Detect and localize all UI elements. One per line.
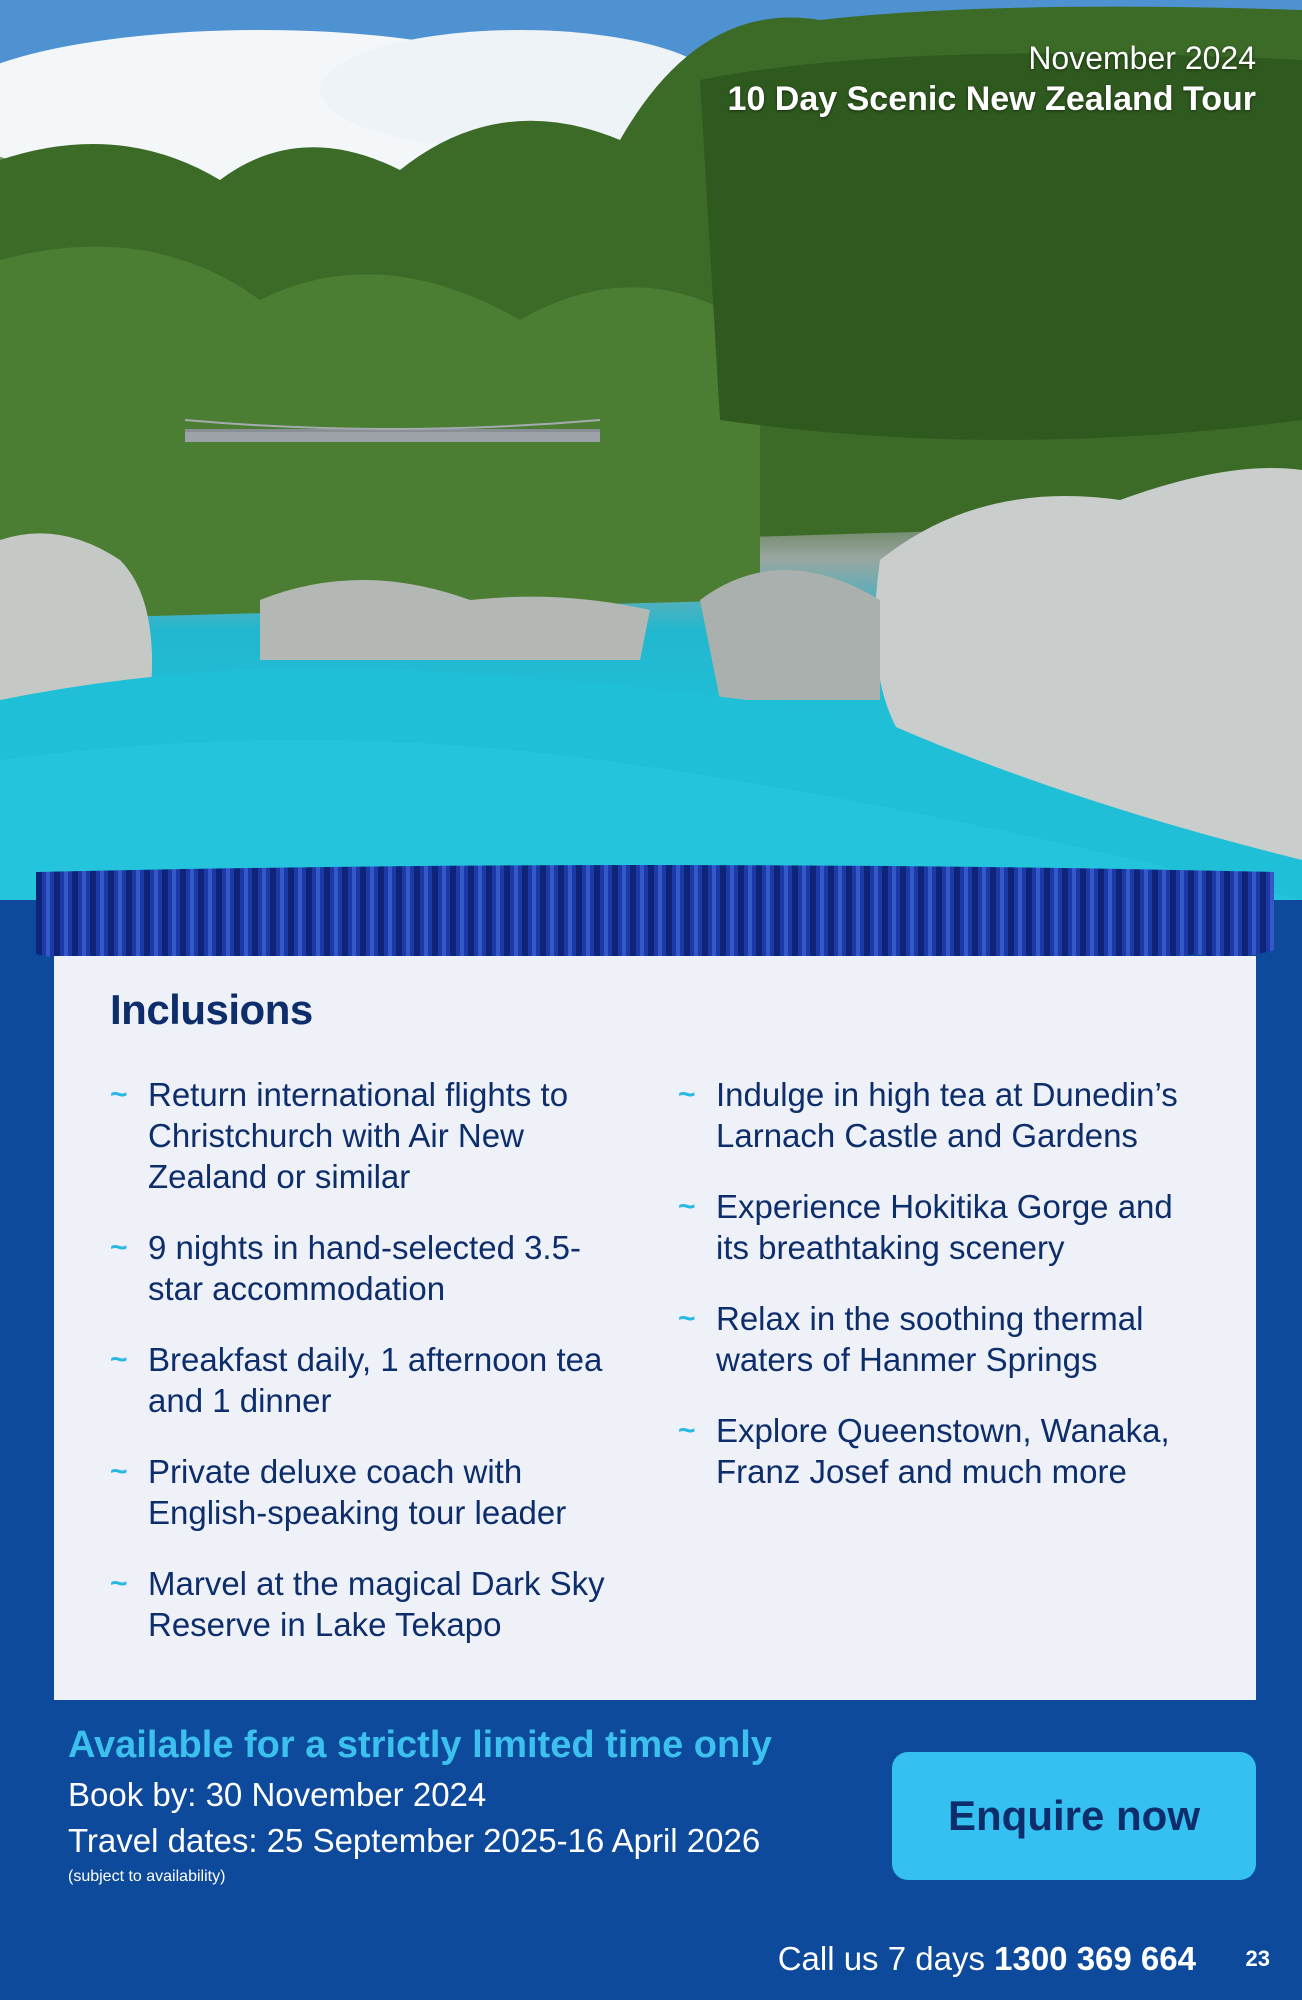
gorge-bridge-photo (0, 0, 1302, 900)
inclusion-text: 9 nights in hand-selected 3.5-star accommodation (148, 1229, 581, 1307)
inclusion-text: Explore Queenstown, Wanaka, Franz Josef and much more (716, 1412, 1170, 1490)
call-us-line (778, 1940, 1196, 1978)
tilde-bullet-icon: ~ (110, 1455, 128, 1488)
inclusions-right-column (678, 1074, 1208, 1522)
curtain-valance (36, 858, 1274, 968)
phone-number-link[interactable]: 1300 369 664 (994, 1940, 1196, 1977)
tilde-bullet-icon: ~ (110, 1231, 128, 1264)
inclusion-text: Indulge in high tea at Dunedin’s Larnach Castle and Gardens (716, 1076, 1178, 1154)
inclusion-item (678, 1074, 1208, 1156)
inclusion-text: Breakfast daily, 1 afternoon tea and 1 dinner (148, 1341, 603, 1419)
inclusion-item (678, 1410, 1208, 1492)
inclusion-text: Private deluxe coach with English-speaking tour leader (148, 1453, 567, 1531)
tilde-bullet-icon: ~ (110, 1567, 128, 1600)
inclusions-card (54, 956, 1256, 1700)
tilde-bullet-icon: ~ (678, 1190, 696, 1223)
tilde-bullet-icon: ~ (678, 1078, 696, 1111)
travel-dates: Travel dates: 25 September 2025-16 April 2026 (68, 1822, 761, 1859)
inclusions-left-column (110, 1074, 630, 1675)
book-by-date: Book by: 30 November 2024 (68, 1776, 487, 1813)
tilde-bullet-icon: ~ (678, 1302, 696, 1335)
hero-image (0, 0, 1302, 900)
inclusion-item (110, 1563, 630, 1645)
offer-section (0, 1700, 1302, 2000)
inclusion-text: Experience Hokitika Gorge and its breathtaking scenery (716, 1188, 1173, 1266)
tour-title: 10 Day Scenic New Zealand Tour (727, 80, 1256, 118)
call-prefix: Call us 7 days (777, 1940, 985, 1977)
inclusion-text: Marvel at the magical Dark Sky Reserve in Lake Tekapo (148, 1565, 605, 1643)
inclusion-text: Return international flights to Christchurch with Air New Zealand or similar (148, 1076, 569, 1195)
tilde-bullet-icon: ~ (678, 1414, 696, 1447)
inclusion-item (110, 1074, 630, 1197)
inclusion-item (678, 1298, 1208, 1380)
tour-date: November 2024 (1028, 40, 1256, 76)
inclusion-item (110, 1339, 630, 1421)
inclusion-item (110, 1451, 630, 1533)
inclusion-text: Relax in the soothing thermal waters of Hanmer Springs (716, 1300, 1144, 1378)
tilde-bullet-icon: ~ (110, 1078, 128, 1111)
inclusion-item (678, 1186, 1208, 1268)
offer-headline: Available for a strictly limited time only (68, 1724, 772, 1766)
tilde-bullet-icon: ~ (110, 1343, 128, 1376)
enquire-now-button[interactable]: Enquire now (892, 1752, 1256, 1880)
inclusion-item (110, 1227, 630, 1309)
availability-note: (subject to availability) (68, 1868, 226, 1885)
inclusions-heading: Inclusions (110, 986, 313, 1033)
page-number: 23 (1245, 1946, 1270, 1971)
